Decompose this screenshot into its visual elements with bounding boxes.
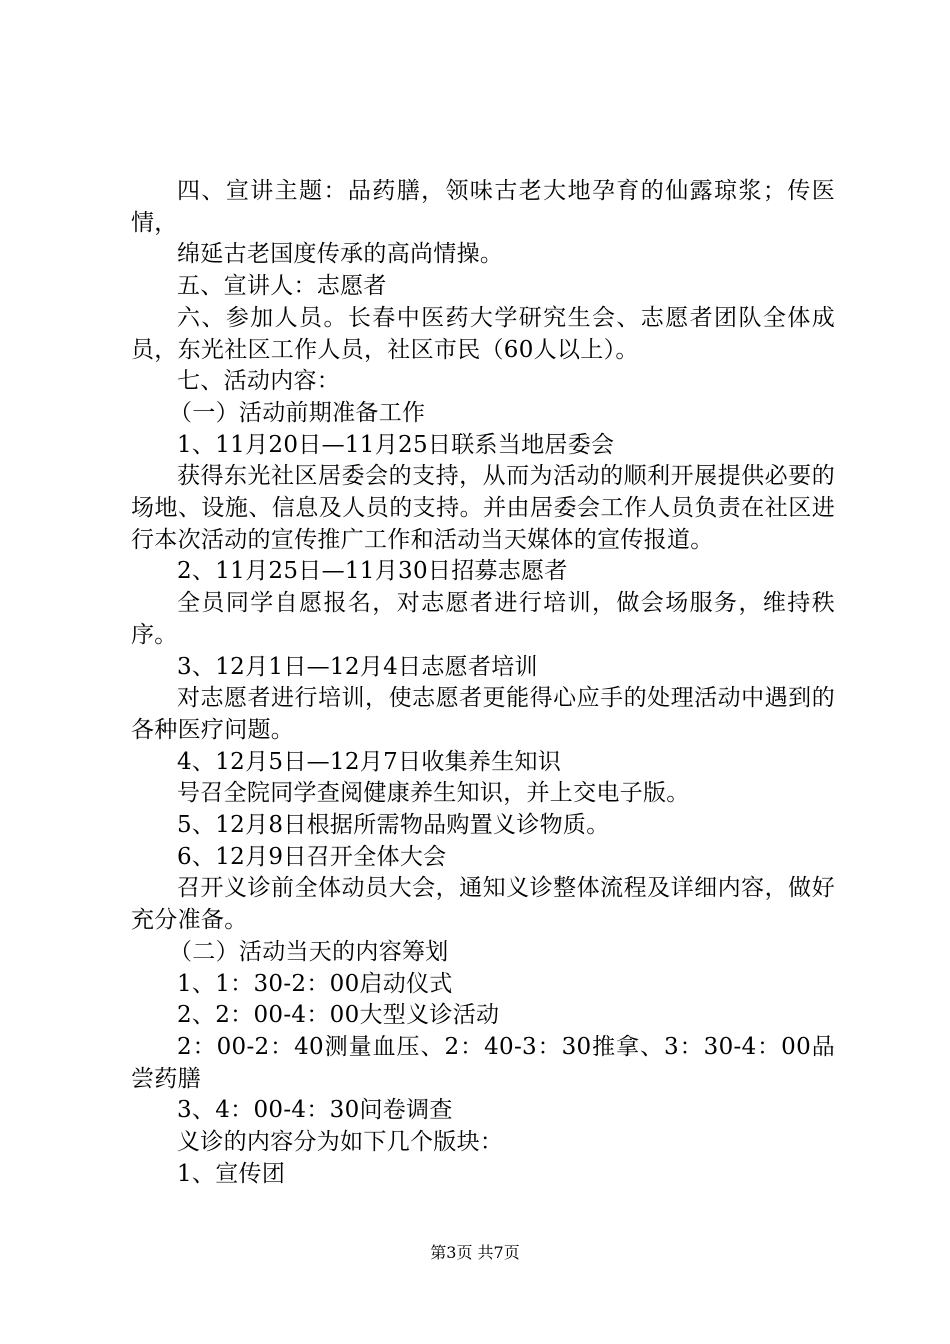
paragraph-speaker: 五、宣讲人：志愿者 xyxy=(177,273,387,300)
paragraph-preparation-heading: （一）活动前期准备工作 xyxy=(169,399,426,426)
document-body xyxy=(131,176,835,1191)
paragraph-day-item-2: 2、2：00-4：00大型义诊活动 xyxy=(177,1002,500,1029)
paragraph-step-4-detail: 号召全院同学查阅健康养生知识，并上交电子版。 xyxy=(177,780,690,807)
paragraph-step-1-detail: 获得东光社区居委会的支持，从而为活动的顺利开展提供必要的场地、设施、信息及人员的支持。并由居委会工作人员负责在社区进行本次活动的宣传推广工作和活动当天媒体的宣传报道。 xyxy=(131,463,835,553)
paragraph-step-2: 2、11月25日—11月30日招募志愿者 xyxy=(177,558,568,585)
paragraph-day-item-3: 3、4：00-4：30问卷调查 xyxy=(177,1097,453,1124)
paragraph-theme: 四、宣讲主题：品药膳，领味古老大地孕育的仙露琼浆；传医情， xyxy=(131,178,835,236)
paragraph-step-3-detail: 对志愿者进行培训，使志愿者更能得心应手的处理活动中遇到的各种医疗问题。 xyxy=(131,685,835,743)
paragraph-step-6: 6、12月9日召开全体大会 xyxy=(177,843,447,870)
paragraph-section-1: 1、宣传团 xyxy=(177,1160,286,1187)
paragraph-participants: 六、参加人员。长春中医药大学研究生会、志愿者团队全体成员，东光社区工作人员，社区市民（60人以上）。 xyxy=(131,304,835,363)
paragraph-day-item-1: 1、1：30-2：00启动仪式 xyxy=(177,970,453,997)
paragraph-sections-intro: 义诊的内容分为如下几个版块： xyxy=(177,1129,504,1156)
page-number-footer: 第3页 共7页 xyxy=(430,1243,520,1262)
paragraph-activity-content-heading: 七、活动内容： xyxy=(177,368,341,395)
paragraph-step-6-detail: 召开义诊前全体动员大会，通知义诊整体流程及详细内容，做好充分准备。 xyxy=(131,875,835,934)
paragraph-day-plan-heading: （二）活动当天的内容筹划 xyxy=(169,938,449,965)
paragraph-step-2-detail: 全员同学自愿报名，对志愿者进行培训，做会场服务，维持秩序。 xyxy=(131,590,835,648)
paragraph-theme-continued: 绵延古老国度传承的高尚情操。 xyxy=(177,241,504,268)
paragraph-step-5: 5、12月8日根据所需物品购置义诊物质。 xyxy=(177,812,610,839)
paragraph-day-item-2-detail: 2：00-2：40测量血压、2：40-3：30推拿、3：30-4：00品尝药膳 xyxy=(131,1033,835,1092)
paragraph-step-4: 4、12月5日—12月7日收集养生知识 xyxy=(177,748,562,775)
paragraph-step-3: 3、12月1日—12月4日志愿者培训 xyxy=(177,653,538,680)
paragraph-step-1: 1、11月20日—11月25日联系当地居委会 xyxy=(177,431,615,458)
